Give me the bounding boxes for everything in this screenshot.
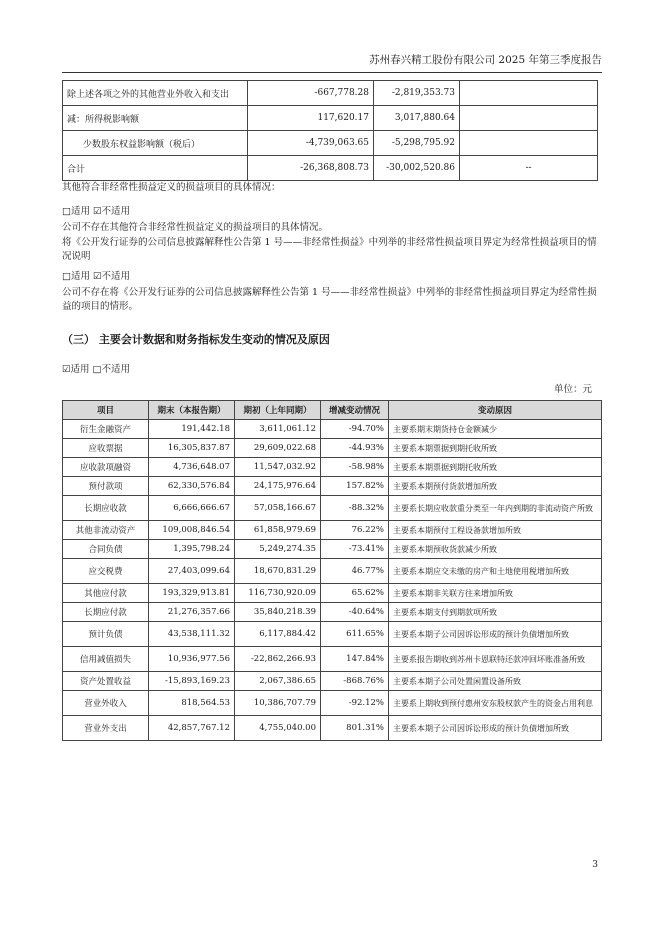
period-start-value: 35,840,218.39 <box>235 603 321 622</box>
ytd-value: -30,002,520.86 <box>374 156 460 181</box>
period-start-value: 5,249,274.35 <box>235 540 321 559</box>
change-percent: 157.82% <box>321 477 389 496</box>
note-cell <box>460 106 598 131</box>
item-name: 应收款项融资 <box>63 458 149 477</box>
period-start-value: 61,858,979.69 <box>235 521 321 540</box>
item-name: 应收票据 <box>63 439 149 458</box>
item-name: 应交税费 <box>63 559 149 584</box>
period-start-value: 29,609,022.68 <box>235 439 321 458</box>
table-row <box>63 672 602 691</box>
current-value: -4,739,063.65 <box>248 131 374 156</box>
table-row <box>63 496 602 521</box>
period-end-value: 4,736,648.07 <box>149 458 235 477</box>
table-row <box>63 420 602 439</box>
period-end-value: 818,564.53 <box>149 691 235 716</box>
column-header: 增减变动情况 <box>321 401 389 420</box>
item-name: 其他应付款 <box>63 584 149 603</box>
item-name: 营业外支出 <box>63 716 149 741</box>
change-percent: 46.77% <box>321 559 389 584</box>
table-header-row <box>63 401 602 420</box>
table-row <box>63 540 602 559</box>
table-row <box>63 458 602 477</box>
column-header: 期末（本报告期） <box>149 401 235 420</box>
change-reason: 主要系本期子公司因诉讼形成的预计负债增加所致 <box>389 716 602 741</box>
change-percent: -88.32% <box>321 496 389 521</box>
paragraph-no-other-items: 公司不存在其他符合非经常性损益定义的损益项目的具体情况。 <box>62 222 329 233</box>
period-end-value: 42,857,767.12 <box>149 716 235 741</box>
change-percent: 65.62% <box>321 584 389 603</box>
table-row <box>63 156 598 181</box>
table-row <box>63 477 602 496</box>
row-label: 少数股东权益影响额（税后） <box>63 131 248 156</box>
row-label: 除上述各项之外的其他营业外收入和支出 <box>63 81 248 106</box>
period-start-value: 116,730,920.09 <box>235 584 321 603</box>
period-end-value: 43,538,111.32 <box>149 622 235 647</box>
period-end-value: 109,008,846.54 <box>149 521 235 540</box>
change-percent: -94.70% <box>321 420 389 439</box>
period-end-value: 16,305,837.87 <box>149 439 235 458</box>
change-percent: 611.65% <box>321 622 389 647</box>
table-row <box>63 716 602 741</box>
period-start-value: 10,386,707.79 <box>235 691 321 716</box>
table-row <box>63 106 598 131</box>
paragraph-no-reclassification: 公司不存在将《公开发行证券的公司信息披露解释性公告第 1 号——非经常性损益》中列举的非经常性损益项目界定为经常性损益的项目的情形。 <box>62 287 597 312</box>
change-percent: -92.12% <box>321 691 389 716</box>
change-percent: -44.93% <box>321 439 389 458</box>
current-value: -26,368,808.73 <box>248 156 374 181</box>
table-row <box>63 81 598 106</box>
non-recurring-gains-table <box>62 80 598 181</box>
period-end-value: 1,395,798.24 <box>149 540 235 559</box>
period-start-value: 18,670,831.29 <box>235 559 321 584</box>
ytd-value: 3,017,880.64 <box>374 106 460 131</box>
financial-changes-table <box>62 400 602 741</box>
table-row <box>63 647 602 672</box>
page-header <box>62 50 602 73</box>
applicable-checkbox-line: ☑适用 □不适用 <box>62 364 131 375</box>
item-name: 衍生金融资产 <box>63 420 149 439</box>
change-reason: 主要系本期子公司处置闲置设备所致 <box>389 672 602 691</box>
change-reason: 主要系报告期收到苏州卡恩联特还款冲回坏账准备所致 <box>389 647 602 672</box>
column-header: 期初（上年同期） <box>235 401 321 420</box>
period-end-value: 21,276,357.66 <box>149 603 235 622</box>
table-row <box>63 691 602 716</box>
ytd-value: -2,819,353.73 <box>374 81 460 106</box>
current-value: -667,778.28 <box>248 81 374 106</box>
applicable-checkbox-line: □适用 ☑不适用 <box>62 206 131 217</box>
period-start-value: 3,611,061.12 <box>235 420 321 439</box>
change-reason: 主要系本期非关联方往来增加所致 <box>389 584 602 603</box>
item-name: 营业外收入 <box>63 691 149 716</box>
table-row <box>63 131 598 156</box>
period-start-value: 6,117,884.42 <box>235 622 321 647</box>
item-name: 预付款项 <box>63 477 149 496</box>
item-name: 信用减值损失 <box>63 647 149 672</box>
row-label: 减：所得税影响额 <box>63 106 248 131</box>
period-end-value: 10,936,977.56 <box>149 647 235 672</box>
change-reason: 主要系本期票据到期托收所致 <box>389 458 602 477</box>
change-percent: -40.64% <box>321 603 389 622</box>
unit-label: 单位：元 <box>553 384 592 395</box>
table-row <box>63 521 602 540</box>
change-reason: 主要系长期应收款重分类至一年内到期的非流动资产所致 <box>389 496 602 521</box>
note-cell: -- <box>460 156 598 181</box>
paragraph-definition-note: 将《公开发行证券的公司信息披露解释性公告第 1 号——非经常性损益》中列举的非经常性损益项目界定为经常性损益项目的情况说明 <box>62 237 597 262</box>
period-end-value: 6,666,666.67 <box>149 496 235 521</box>
period-start-value: 2,067,386.65 <box>235 672 321 691</box>
period-end-value: 191,442.18 <box>149 420 235 439</box>
period-start-value: 11,547,032.92 <box>235 458 321 477</box>
change-reason: 主要系本期预付工程设备款增加所致 <box>389 521 602 540</box>
table-row <box>63 603 602 622</box>
table-row <box>63 622 602 647</box>
item-name: 其他非流动资产 <box>63 521 149 540</box>
change-reason: 主要系本期预收货款减少所致 <box>389 540 602 559</box>
current-value: 117,620.17 <box>248 106 374 131</box>
item-name: 长期应收款 <box>63 496 149 521</box>
change-percent: 76.22% <box>321 521 389 540</box>
item-name: 资产处置收益 <box>63 672 149 691</box>
item-name: 预计负债 <box>63 622 149 647</box>
change-percent: -73.41% <box>321 540 389 559</box>
item-name: 长期应付款 <box>63 603 149 622</box>
change-reason: 主要系本期支付到期款项所致 <box>389 603 602 622</box>
change-reason: 主要系本期子公司因诉讼形成的预计负债增加所致 <box>389 622 602 647</box>
page-number: 3 <box>592 860 598 870</box>
change-reason: 主要系上期收到预付惠州安东股权款产生的资金占用利息 <box>389 691 602 716</box>
item-name: 合同负债 <box>63 540 149 559</box>
change-percent: -58.98% <box>321 458 389 477</box>
period-end-value: 62,330,576.84 <box>149 477 235 496</box>
table-row <box>63 584 602 603</box>
period-start-value: -22,862,266.93 <box>235 647 321 672</box>
column-header: 变动原因 <box>389 401 602 420</box>
change-reason: 主要系本期票据到期托收所致 <box>389 439 602 458</box>
table-row <box>63 439 602 458</box>
report-title: 苏州春兴精工股份有限公司 2025 年第三季度报告 <box>369 54 602 66</box>
ytd-value: -5,298,795.92 <box>374 131 460 156</box>
paragraph-other-items: 其他符合非经常性损益定义的损益项目的具体情况： <box>62 182 281 193</box>
table-row <box>63 559 602 584</box>
period-end-value: 27,403,099.64 <box>149 559 235 584</box>
period-end-value: 193,329,913.81 <box>149 584 235 603</box>
applicable-checkbox-line: □适用 ☑不适用 <box>62 271 131 282</box>
section-title: （三） 主要会计数据和财务指标发生变动的情况及原因 <box>62 333 330 346</box>
change-percent: 801.31% <box>321 716 389 741</box>
period-start-value: 4,755,040.00 <box>235 716 321 741</box>
change-reason: 主要系期末期货持仓金额减少 <box>389 420 602 439</box>
change-reason: 主要系本期预付货款增加所致 <box>389 477 602 496</box>
period-end-value: -15,893,169.23 <box>149 672 235 691</box>
row-label: 合计 <box>63 156 248 181</box>
period-start-value: 57,058,166.67 <box>235 496 321 521</box>
note-cell <box>460 81 598 106</box>
change-reason: 主要系本期应交未缴的房产和土地使用税增加所致 <box>389 559 602 584</box>
change-percent: -868.76% <box>321 672 389 691</box>
period-start-value: 24,175,976.64 <box>235 477 321 496</box>
column-header: 项目 <box>63 401 149 420</box>
note-cell <box>460 131 598 156</box>
change-percent: 147.84% <box>321 647 389 672</box>
